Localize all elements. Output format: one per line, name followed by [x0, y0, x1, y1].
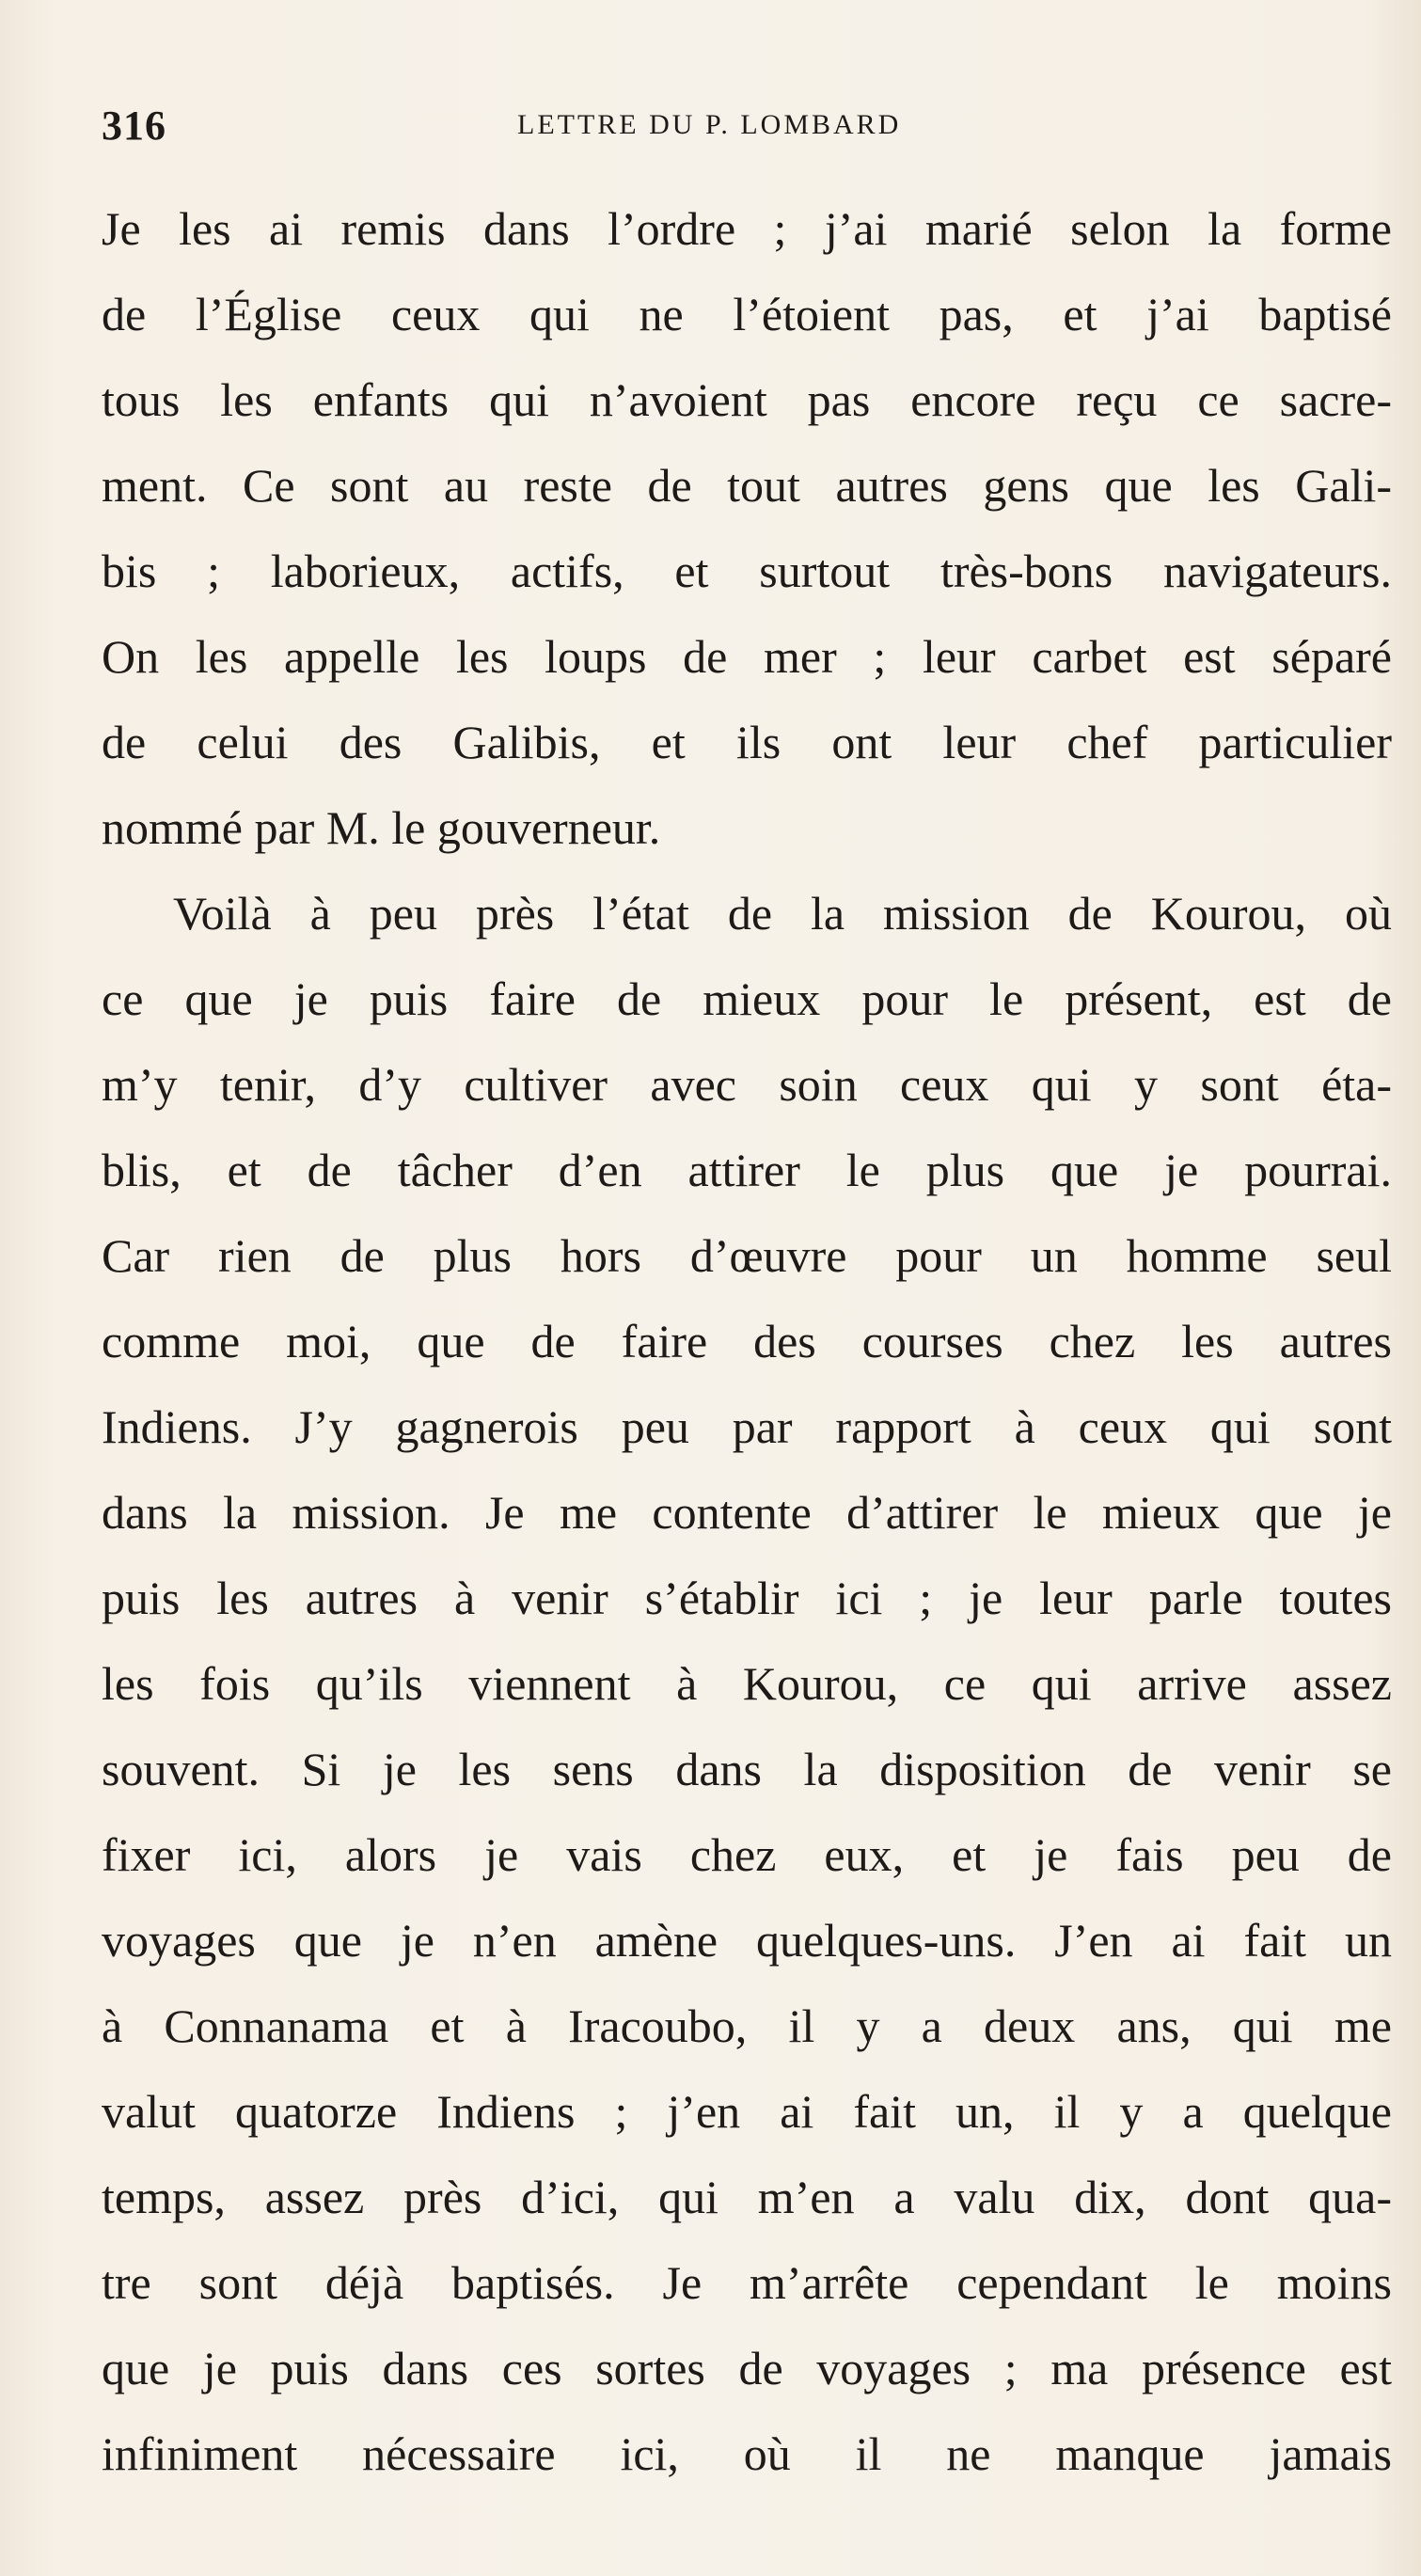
text-line: les fois qu’ils viennent à Kourou, ce qui arrive assez — [102, 1657, 1392, 1710]
text-line: voyages que je n’en amène quelques-uns. J’en ai fait un — [102, 1914, 1392, 1967]
text-line: infiniment nécessaire ici, où il ne manque jamais — [102, 2427, 1392, 2480]
text-line: blis, et de tâcher d’en attirer le plus que je pourrai. — [102, 1144, 1392, 1196]
text-line: On les appelle les loups de mer ; leur carbet est séparé — [102, 630, 1392, 683]
text-line: temps, assez près d’ici, qui m’en a valu dix, dont qua- — [102, 2171, 1392, 2223]
text-line: Voilà à peu près l’état de la mission de Kourou, où — [173, 887, 1392, 940]
text-line: ment. Ce sont au reste de tout autres gens que les Gali- — [102, 459, 1392, 512]
text-line: fixer ici, alors je vais chez eux, et je fais peu de — [102, 1828, 1392, 1881]
text-line: comme moi, que de faire des courses chez les autres — [102, 1315, 1392, 1367]
text-line: ce que je puis faire de mieux pour le présent, est de — [102, 972, 1392, 1025]
text-line: tous les enfants qui n’avoient pas encore reçu ce sacre- — [102, 373, 1392, 426]
text-line: à Connanama et à Iracoubo, il y a deux ans, qui me — [102, 1999, 1392, 2052]
text-line: valut quatorze Indiens ; j’en ai fait un, il y a quelque — [102, 2085, 1392, 2138]
text-line: puis les autres à venir s’établir ici ; je leur parle toutes — [102, 1572, 1392, 1624]
text-line: de celui des Galibis, et ils ont leur chef particulier — [102, 716, 1392, 768]
text-line: souvent. Si je les sens dans la disposition de venir se — [102, 1743, 1392, 1795]
text-line: de l’Église ceux qui ne l’étoient pas, et j’ai baptisé — [102, 288, 1392, 340]
running-head: LETTRE DU P. LOMBARD — [517, 109, 902, 140]
text-line: Je les ai remis dans l’ordre ; j’ai marié selon la forme — [102, 202, 1392, 255]
text-line: tre sont déjà baptisés. Je m’arrête cependant le moins — [102, 2256, 1392, 2309]
page-header — [102, 102, 1399, 158]
text-line: que je puis dans ces sortes de voyages ; ma présence est — [102, 2342, 1392, 2394]
text-line: bis ; laborieux, actifs, et surtout très-bons navigateurs. — [102, 545, 1392, 597]
text-line: dans la mission. Je me contente d’attirer le mieux que je — [102, 1486, 1392, 1539]
body-text — [102, 186, 1392, 2497]
page-number: 316 — [102, 103, 166, 149]
text-line: Indiens. J’y gagnerois peu par rapport à ceux qui sont — [102, 1400, 1392, 1453]
text-line: nommé par M. le gouverneur. — [102, 801, 661, 854]
text-line: m’y tenir, d’y cultiver avec soin ceux qui y sont éta- — [102, 1058, 1392, 1111]
text-line: Car rien de plus hors d’œuvre pour un homme seul — [102, 1229, 1392, 1282]
